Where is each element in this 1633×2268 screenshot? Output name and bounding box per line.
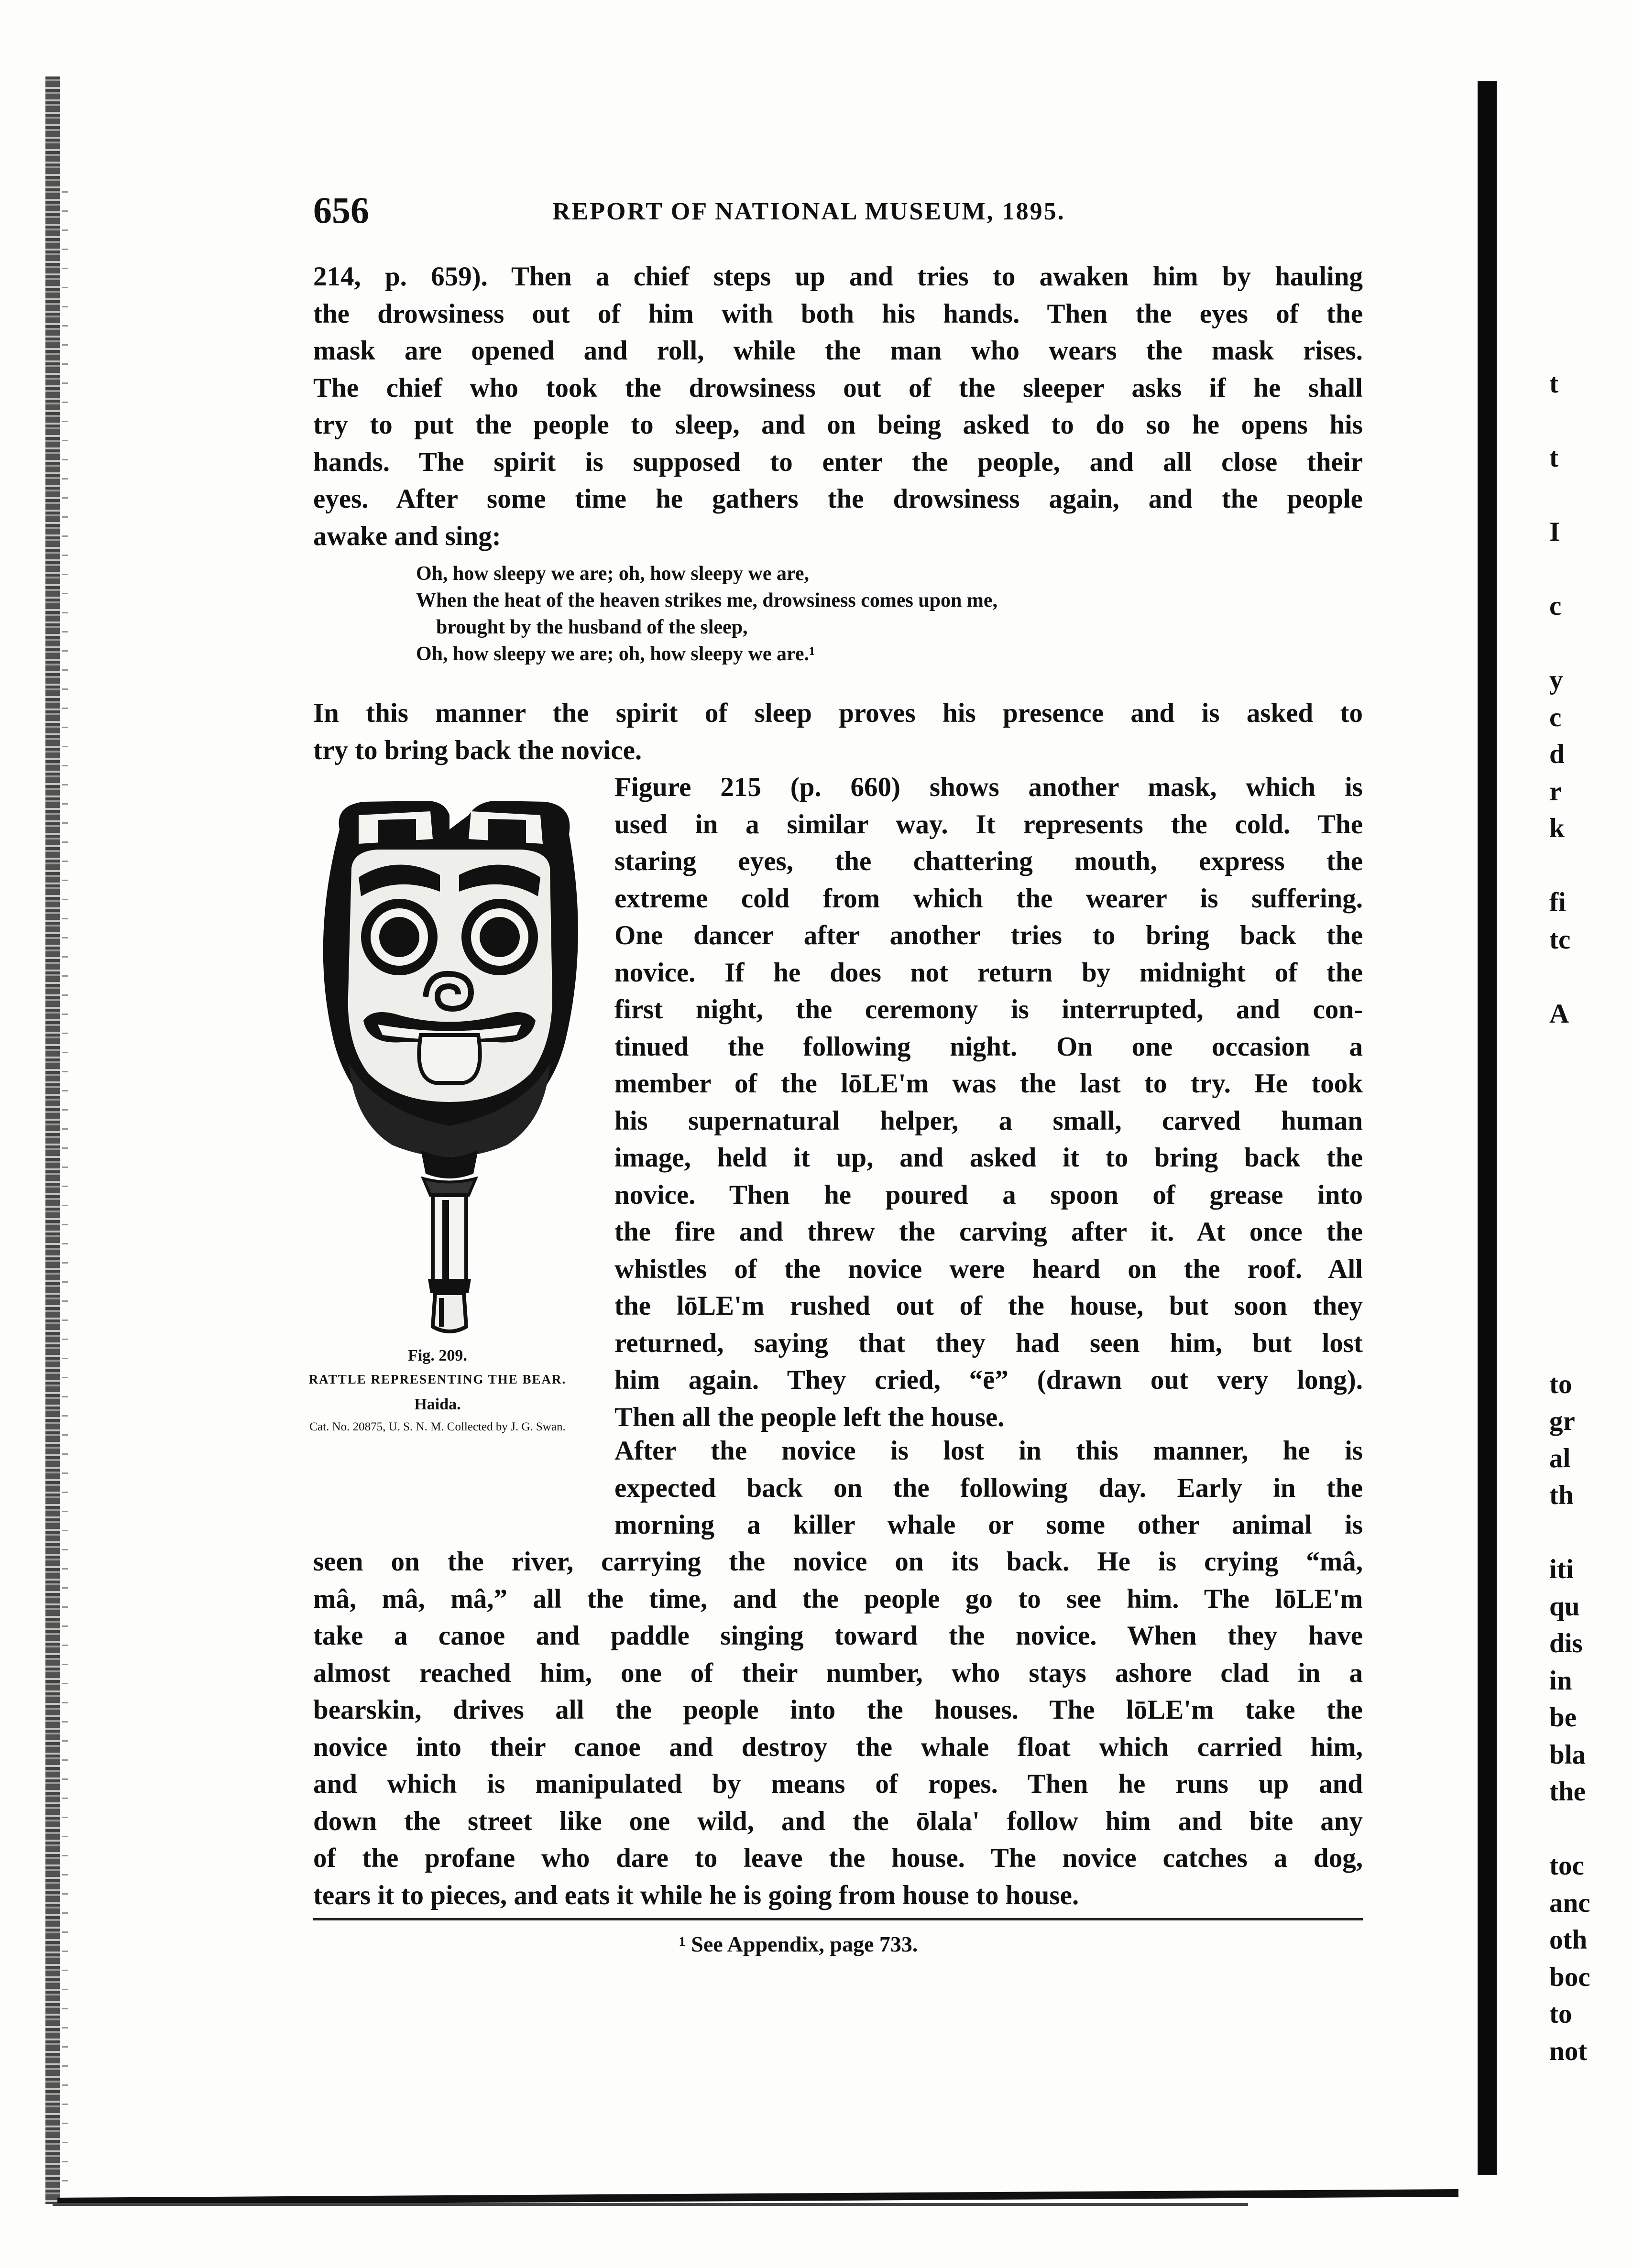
- margin-fragment: th: [1549, 1480, 1574, 1510]
- margin-fragment: the: [1549, 1777, 1586, 1807]
- margin-fragment: toc: [1549, 1851, 1584, 1881]
- margin-fragment: to: [1549, 1999, 1572, 2029]
- margin-fragment: be: [1549, 1702, 1577, 1733]
- text-line: morning a killer whale or some other animal is: [614, 1510, 1363, 1540]
- margin-fragment: t: [1549, 369, 1558, 399]
- text-line: 214, p. 659). Then a chief steps up and tries to awaken him by hauling: [313, 262, 1363, 292]
- text-line: mâ, mâ, mâ,” all the time, and the people go to see him. The lōLE'm: [313, 1583, 1363, 1614]
- margin-fragment: iti: [1549, 1554, 1574, 1584]
- text-line: try to put the people to sleep, and on being asked to do so he opens his: [313, 410, 1363, 440]
- page-header: [313, 189, 1363, 241]
- text-line: seen on the river, carrying the novice on its back. He is crying “mâ,: [313, 1547, 1363, 1577]
- verse-line: When the heat of the heaven strikes me, drowsiness comes upon me,: [416, 589, 998, 611]
- text-line: his supernatural helper, a small, carved human: [614, 1105, 1363, 1136]
- text-line: Figure 215 (p. 660) shows another mask, which is: [614, 772, 1363, 802]
- text-line: extreme cold from which the wearer is suffering.: [614, 883, 1363, 914]
- figure-number: Fig. 209.: [408, 1347, 467, 1364]
- text-line: the drowsiness out of him with both his hands. Then the eyes of the: [313, 298, 1363, 329]
- paragraph-4: [614, 917, 1363, 1436]
- margin-fragment: gr: [1549, 1406, 1575, 1436]
- margin-fragment: k: [1549, 813, 1565, 843]
- text-line: staring eyes, the chattering mouth, express the: [614, 846, 1363, 876]
- margin-fragment: y: [1549, 665, 1563, 695]
- text-line: the lōLE'm rushed out of the house, but soon they: [614, 1291, 1363, 1321]
- text-line: After the novice is lost in this manner, he is: [614, 1436, 1363, 1466]
- text-line: awake and sing:: [313, 521, 501, 551]
- margin-fragment: al: [1549, 1443, 1571, 1473]
- figure-tribe: Haida.: [414, 1396, 461, 1413]
- scan-bottom-edge-shadow: [53, 2203, 1248, 2206]
- margin-fragment: I: [1549, 517, 1560, 547]
- text-line: image, held it up, and asked it to bring back the: [614, 1143, 1363, 1173]
- footnote: ¹ See Appendix, page 733.: [679, 1932, 918, 1956]
- text-line: the fire and threw the carving after it. At once the: [614, 1217, 1363, 1247]
- margin-fragment: r: [1549, 776, 1562, 807]
- text-line: mask are opened and roll, while the man who wears the mask rises.: [313, 336, 1363, 366]
- margin-fragment: A: [1549, 998, 1569, 1029]
- text-line: used in a similar way. It represents the cold. The: [614, 809, 1363, 840]
- margin-fragment: to: [1549, 1369, 1572, 1399]
- paragraph-5-wide: [313, 1543, 1363, 1914]
- verse-line: Oh, how sleepy we are; oh, how sleepy we are,: [416, 563, 810, 585]
- margin-fragment: c: [1549, 702, 1562, 732]
- figure-catalog: Cat. No. 20875, U. S. N. M. Collected by J. G. Swan.: [309, 1420, 566, 1433]
- verse-line: Oh, how sleepy we are; oh, how sleepy we are.¹: [416, 643, 815, 665]
- running-head: REPORT OF NATIONAL MUSEUM, 1895.: [552, 198, 1065, 225]
- margin-fragment: boc: [1549, 1962, 1590, 1992]
- scan-left-edge-noise: [62, 191, 68, 2199]
- text-line: One dancer after another tries to bring back the: [614, 920, 1363, 950]
- scan-gutter-shadow: [1478, 81, 1497, 2175]
- text-line: first night, the ceremony is interrupted, and con-: [614, 994, 1363, 1025]
- text-line: almost reached him, one of their number, who stays ashore clad in a: [313, 1657, 1363, 1688]
- margin-fragment: tc: [1549, 924, 1571, 955]
- margin-fragment: in: [1549, 1665, 1572, 1696]
- text-line: tinued the following night. On one occasion a: [614, 1031, 1363, 1062]
- footnote-rule: [313, 1918, 1363, 1920]
- paragraph-5-narrow: [614, 1432, 1363, 1544]
- text-line: In this manner the spirit of sleep proves his presence and is asked to: [313, 698, 1363, 728]
- margin-fragment: qu: [1549, 1591, 1580, 1622]
- text-line: novice into their canoe and destroy the whale float which carried him,: [313, 1732, 1363, 1762]
- figure-title: RATTLE REPRESENTING THE BEAR.: [308, 1372, 567, 1386]
- margin-fragment: fi: [1549, 887, 1566, 917]
- margin-fragment: bla: [1549, 1739, 1586, 1770]
- verse-line: brought by the husband of the sleep,: [436, 616, 748, 638]
- margin-fragment: t: [1549, 443, 1558, 473]
- text-line: Then all the people left the house.: [614, 1402, 1005, 1432]
- paragraph-2: [313, 695, 1363, 769]
- text-line: novice. Then he poured a spoon of grease into: [614, 1179, 1363, 1210]
- text-line: whistles of the novice were heard on the roof. All: [614, 1254, 1363, 1284]
- text-line: hands. The spirit is supposed to enter the people, and all close their: [313, 447, 1363, 477]
- paragraph-3: [614, 769, 1363, 917]
- text-line: eyes. After some time he gathers the drowsiness again, and the people: [313, 484, 1363, 514]
- margin-fragment: anc: [1549, 1887, 1590, 1918]
- text-line: returned, saying that they had seen him, but lost: [614, 1328, 1363, 1358]
- text-line: and which is manipulated by means of ropes. Then he runs up and: [313, 1769, 1363, 1799]
- text-line: member of the lōLE'm was the last to try. He took: [614, 1069, 1363, 1099]
- text-line: take a canoe and paddle singing toward the novice. When they have: [313, 1621, 1363, 1651]
- text-line: bearskin, drives all the people into the houses. The lōLE'm take the: [313, 1695, 1363, 1725]
- text-line: novice. If he does not return by midnight of the: [614, 957, 1363, 988]
- text-line: down the street like one wild, and the ōlala' follow him and bite any: [313, 1806, 1363, 1836]
- page-number: 656: [313, 189, 369, 231]
- paragraph-1: [313, 258, 1363, 555]
- margin-fragment: dis: [1549, 1628, 1583, 1658]
- text-line: him again. They cried, “ē” (drawn out very long).: [614, 1365, 1363, 1395]
- song-verse: [416, 560, 1325, 667]
- figure-caption: [287, 1343, 588, 1435]
- scan-left-edge: [45, 76, 60, 2204]
- text-line: tears it to pieces, and eats it while he is going from house to house.: [313, 1880, 1079, 1910]
- text-line: expected back on the following day. Early in the: [614, 1472, 1363, 1503]
- margin-fragment: not: [1549, 2036, 1588, 2066]
- text-line: of the profane who dare to leave the house. The novice catches a dog,: [313, 1843, 1363, 1873]
- rattle-figure: [306, 796, 593, 1351]
- text-line: The chief who took the drowsiness out of the sleeper asks if he shall: [313, 372, 1363, 403]
- margin-fragment: oth: [1549, 1925, 1588, 1955]
- text-line: try to bring back the novice.: [313, 735, 642, 765]
- margin-fragment: d: [1549, 739, 1565, 769]
- bear-rattle-illustration: [306, 796, 593, 1351]
- margin-fragment: c: [1549, 591, 1562, 621]
